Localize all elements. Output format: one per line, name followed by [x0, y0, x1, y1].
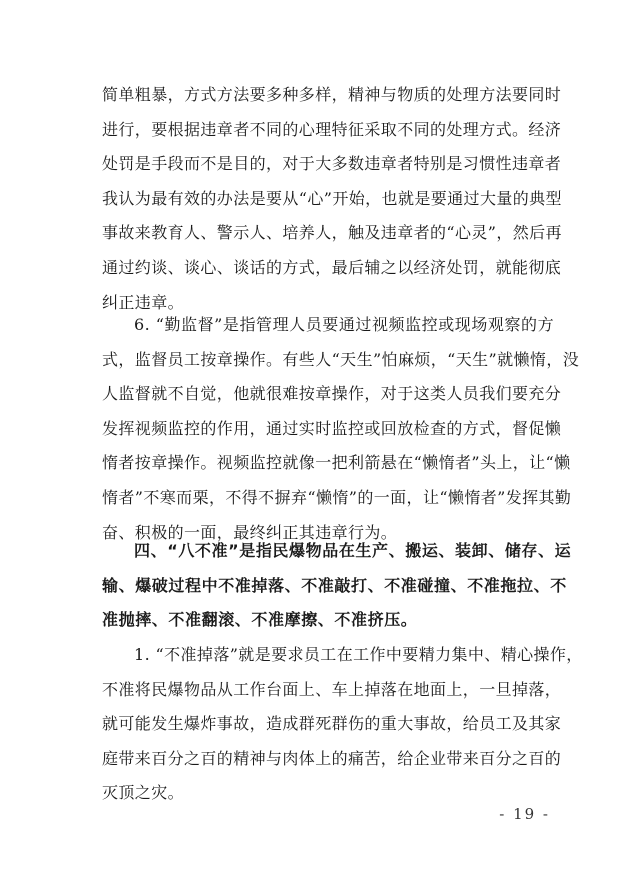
text-line: 式，监督员工按章操作。有些人“天生”怕麻烦，“天生”就懒惰，没 — [102, 349, 580, 369]
text-line: 6. “勤监督”是指管理人员要通过视频监控或现场观察的方 — [134, 315, 554, 334]
text-line: 灭顶之灾。 — [102, 783, 185, 803]
text-line: 发挥视频监控的作用，通过实时监控或回放检查的方式，督促懒 — [102, 418, 562, 438]
text-line: 奋、积极的一面，最终纠正其违章行为。 — [102, 522, 398, 542]
text-line: 惰者”不寒而栗，不得不摒弃“懒惰”的一面，让“懒惰者”发挥其勤 — [102, 487, 572, 507]
text-line: 惰者按章操作。视频监控就像一把利箭悬在“懒惰者”头上，让“懒 — [102, 453, 571, 473]
text-line: 简单粗暴，方式方法要多种多样，精神与物质的处理方法要同时 — [102, 85, 562, 104]
text-line: 事故来教育人、警示人、培养人，触及违章者的“心灵”，然后再 — [102, 223, 562, 243]
heading-line: 输、爆破过程中不准掉落、不准敲打、不准碰撞、不准拖拉、不 — [102, 575, 567, 595]
heading-line: 四、“八不准”是指民爆物品在生产、搬运、装卸、储存、运 — [134, 541, 572, 560]
text-line: 我认为最有效的办法是要从“心”开始，也就是要通过大量的典型 — [102, 188, 562, 208]
text-line: 纠正违章。 — [102, 292, 185, 312]
text-line: 通过约谈、谈心、谈话的方式，最后辅之以经济处罚，就能彻底 — [102, 257, 562, 277]
text-line: 不准将民爆物品从工作台面上、车上掉落在地面上，一旦掉落， — [102, 679, 562, 699]
text-line: 人监督就不自觉，他就很难按章操作，对于这类人员我们要充分 — [102, 384, 562, 404]
paragraph-6-supervision — [102, 308, 580, 550]
heading-line: 准抛摔、不准翻滚、不准摩擦、不准挤压。 — [102, 610, 418, 630]
paragraph-1-no-dropping — [102, 638, 583, 811]
text-line: 进行，要根据违章者不同的心理特征采取不同的处理方式。经济 — [102, 119, 562, 139]
page-number: - 19 - — [499, 805, 550, 823]
text-line: 处罚是手段而不是目的，对于大多数违章者特别是习惯性违章者 — [102, 154, 562, 174]
text-line: 1. “不准掉落”就是要求员工在工作中要精力集中、精心操作， — [134, 645, 583, 664]
section-heading-eight-prohibitions — [102, 534, 572, 638]
text-line: 庭带来百分之百的精神与肉体上的痛苦，给企业带来百分之百的 — [102, 748, 562, 768]
paragraph-continued — [102, 78, 562, 320]
text-line: 就可能发生爆炸事故，造成群死群伤的重大事故，给员工及其家 — [102, 714, 562, 734]
